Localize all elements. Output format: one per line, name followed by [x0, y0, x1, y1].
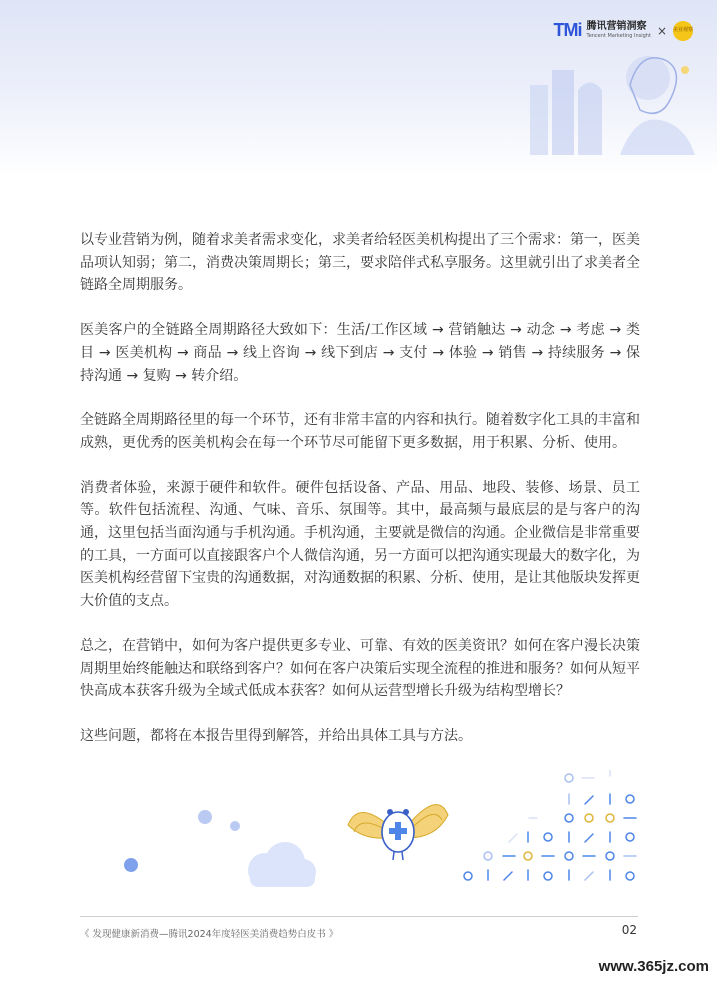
body-text [80, 229, 640, 770]
brand-name [586, 22, 650, 39]
paragraph: 以专业营销为例，随着求美者需求变化，求美者给轻医美机构提出了三个需求：第一，医美品项认知弱；第二，消费决策周期长；第三，要求陪伴式私享服务。这里就引出了求美者全链路全周期服务。 [80, 232, 640, 294]
brand-separator: × [656, 23, 667, 38]
cloud-icon [248, 842, 316, 887]
footer-title: 《 发现健康新消费—腾讯2024年度轻医美消费趋势白皮书 》 [80, 929, 339, 940]
paragraph: 全链路全周期路径里的每一个环节，还有非常丰富的内容和执行。随着数字化工具的丰富和成熟，更优秀的医美机构会在每一个环节尽可能留下更多数据，用于积累、分析、使用。 [80, 412, 640, 451]
paragraph: 总之，在营销中，如何为客户提供更多专业、可靠、有效的医美资讯？如何在客户漫长决策周期里始终能触达和联络到客户？如何在客户决策后实现全流程的推进和服务？如何从短平快高成本获客升级为全域式低成本获客？如何从运营型增长升级为结构型增长？ [80, 637, 640, 700]
partner-badge: 美业观察 [673, 21, 693, 41]
brand-header [553, 20, 693, 41]
paragraph: 消费者体验，来源于硬件和软件。硬件包括设备、产品、用品、地段、装修、场景、员工等。软件包括流程、沟通、气味、音乐、氛围等。其中，最高频与最底层的是与客户的沟通，这里包括当面沟通与手机沟通。手机沟通，主要就是微信的沟通。企业微信是非常重要的工具，一方面可以直接跟客户个人微信沟通，另一方面可以把沟通实现最大的数字化，为医美机构经营留下宝贵的沟通数据，对沟通数据的积累、分析、使用，是让其他版块发挥更大价值的支点。 [80, 479, 640, 610]
dot-icon [198, 810, 212, 824]
header-illustration [520, 40, 717, 160]
footer-divider [80, 916, 638, 917]
paragraph: 这些问题，都将在本报告里得到解答，并给出具体工具与方法。 [80, 727, 472, 744]
decorative-illustration [110, 770, 660, 890]
dot-icon [230, 821, 240, 831]
winged-mascot-icon [348, 805, 448, 860]
paragraph: 医美客户的全链路全周期路径大致如下：生活/工作区域 → 营销触达 → 动念 → 考虑 → 类目 → 医美机构 → 商品 → 线上咨询 → 线下到店 → 支付 → 体验 → 销售 → 持续服务 → 保持沟通 → 复购 → 转介绍。 [80, 322, 640, 384]
brand-name-en: Tencent Marketing Insight [586, 33, 651, 39]
symbol-pattern [464, 770, 636, 880]
watermark: www.365jz.com [598, 958, 709, 975]
tmi-logo: TMi [553, 20, 582, 40]
dot-icon [124, 858, 138, 872]
page-number: 02 [621, 923, 637, 937]
brand-name-cn: 腾讯营销洞察 [586, 21, 647, 32]
